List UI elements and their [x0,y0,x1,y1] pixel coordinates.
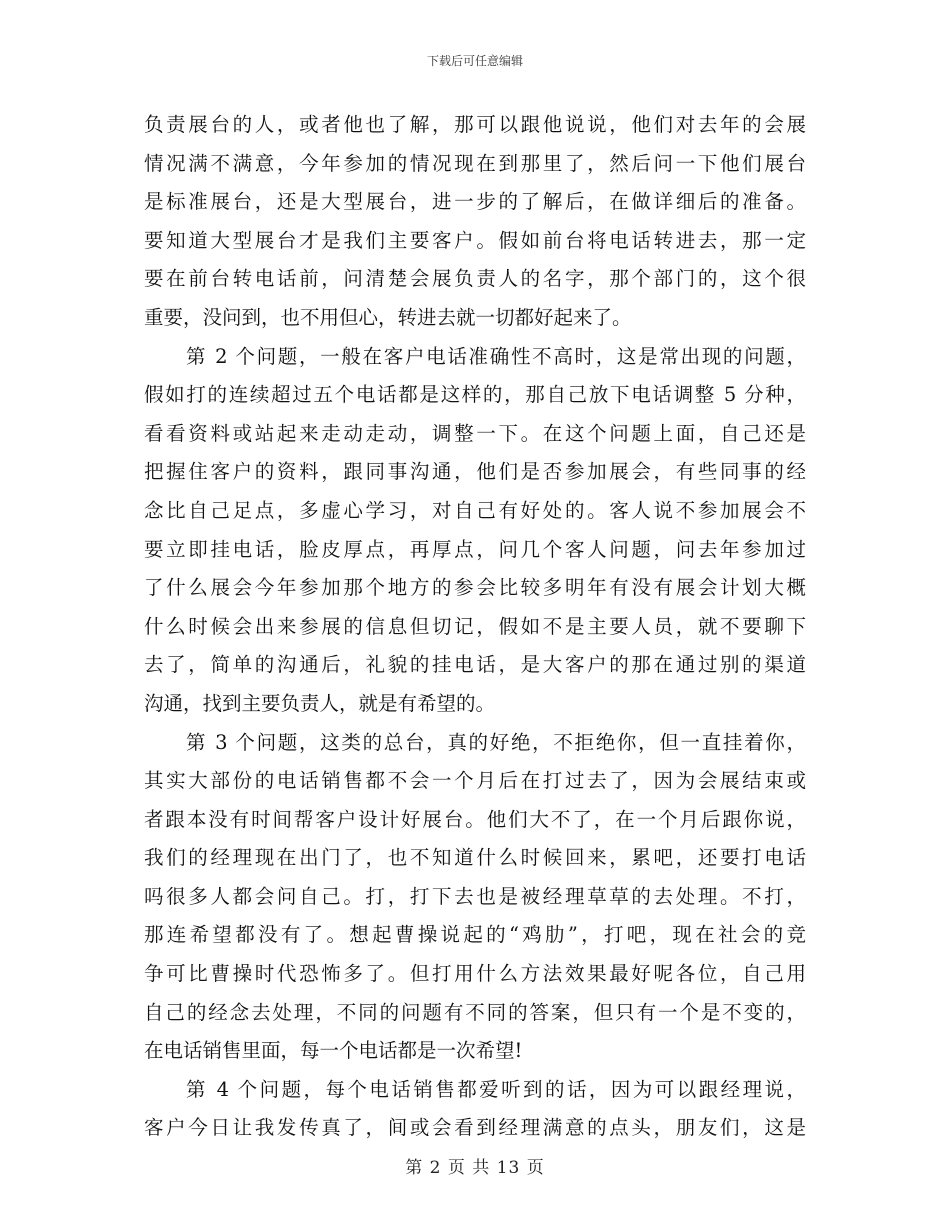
page-number: 第 2 页 共 13 页 [405,1158,545,1178]
text-line: 要知道大型展台才是我们主要客户。假如前台将电话转进去，那一定 [144,228,806,252]
text-line: 重要，没问到，也不用但心，转进去就一切都好起来了。 [144,305,632,329]
text-line: 争可比曹操时代恐怖多了。但打用什么方法效果最好呢各位，自己用 [144,962,806,986]
text-line: 是标准展台，还是大型展台，进一步的了解后，在做详细后的准备。 [144,190,806,214]
text-line: 负责展台的人，或者他也了解，那可以跟他说说，他们对去年的会展 [144,113,806,136]
text-line: 在电话销售里面，每一个电话都是一次希望! [144,1039,523,1063]
text-line: 去了，简单的沟通后，礼貌的挂电话，是大客户的那在通过别的渠道 [144,653,806,677]
document-body [144,106,806,1148]
text-line: 者跟本没有时间帮客户设计好展台。他们大不了，在一个月后跟你说， [144,807,806,831]
page-header: 下载后可任意编辑 [426,54,523,68]
text-line: 什么时候会出来参展的信息但切记，假如不是主要人员，就不要聊下 [144,614,806,638]
text-line: 其实大部份的电话销售都不会一个月后在打过去了，因为会展结束或 [144,769,806,793]
text-line: 要立即挂电话，脸皮厚点，再厚点，问几个客人问题，问去年参加过 [144,537,806,561]
text-line: 我们的经理现在出门了，也不知道什么时候回来，累吧，还要打电话 [144,846,806,870]
text-line: 念比自己足点，多虚心学习，对自己有好处的。客人说不参加展会不 [144,498,806,522]
text-line: 沟通，找到主要负责人，就是有希望的。 [144,691,496,715]
text-line: 情况满不满意，今年参加的情况现在到那里了，然后问一下他们展台 [144,151,806,175]
text-line: 吗很多人都会问自己。打，打下去也是被经理草草的去处理。不打， [144,884,806,908]
text-line: 看看资料或站起来走动走动，调整一下。在这个问题上面，自己还是 [144,421,806,445]
paragraph-first-line: 第 3 个问题，这类的总台，真的好绝，不拒绝你，但一直挂着你， [186,730,806,754]
paragraph-first-line: 第 2 个问题，一般在客户电话准确性不高时，这是常出现的问题， [186,344,806,368]
text-line: 假如打的连续超过五个电话都是这样的，那自己放下电话调整 5 分种， [144,383,806,407]
text-line: 了什么展会今年参加那个地方的参会比较多明年有没有展会计划大概 [144,576,806,600]
text-line: 要在前台转电话前，问清楚会展负责人的名字，那个部门的，这个很 [144,267,806,291]
text-line: 客户今日让我发传真了，间或会看到经理满意的点头，朋友们，这是 [144,1116,806,1140]
text-line: 那连希望都没有了。想起曹操说起的“鸡肋”，打吧，现在社会的竞 [144,923,806,947]
text-line: 把握住客户的资料，跟同事沟通，他们是否参加展会，有些同事的经 [144,460,806,484]
text-line: 自己的经念去处理，不同的问题有不同的答案，但只有一个是不变的， [144,1000,806,1024]
paragraph-first-line: 第 4 个问题，每个电话销售都爱听到的话，因为可以跟经理说， [186,1077,806,1101]
